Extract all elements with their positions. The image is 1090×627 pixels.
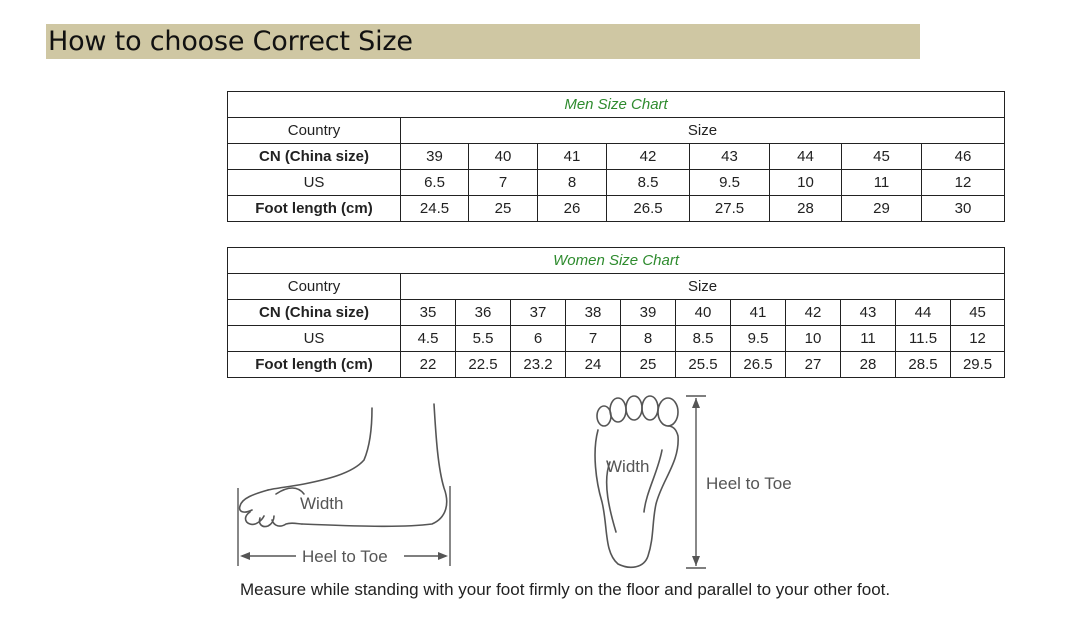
top-length-label: Heel to Toe <box>706 474 792 493</box>
men-size-table <box>227 91 1005 222</box>
table-cell: 22.5 <box>456 352 511 378</box>
arrow-up-icon <box>692 398 700 408</box>
page-title: How to choose Correct Size <box>48 26 413 57</box>
table-row <box>228 300 1005 326</box>
table-cell: 25 <box>621 352 676 378</box>
table-cell: 7 <box>566 326 621 352</box>
table-cell: 29.5 <box>951 352 1005 378</box>
table-cell: 11.5 <box>896 326 951 352</box>
table-row <box>228 144 1005 170</box>
table-cell: 42 <box>786 300 841 326</box>
table-cell: 8.5 <box>607 170 690 196</box>
table-cell: 44 <box>896 300 951 326</box>
table-cell: 28.5 <box>896 352 951 378</box>
row-label: Foot length (cm) <box>228 196 401 222</box>
table-cell: 40 <box>469 144 538 170</box>
table-cell: 42 <box>607 144 690 170</box>
table-cell: 43 <box>690 144 770 170</box>
table-cell: 25.5 <box>676 352 731 378</box>
table-cell: 27.5 <box>690 196 770 222</box>
measurement-note: Measure while standing with your foot firmly on the floor and parallel to your other foot. <box>240 580 891 599</box>
table-cell: 7 <box>469 170 538 196</box>
table-cell: 43 <box>841 300 896 326</box>
row-label: CN (China size) <box>228 144 401 170</box>
table-cell: 12 <box>922 170 1005 196</box>
row-label: US <box>228 326 401 352</box>
table-cell: 8 <box>621 326 676 352</box>
table-cell: 11 <box>841 326 896 352</box>
table-cell: 40 <box>676 300 731 326</box>
table-cell: 37 <box>511 300 566 326</box>
table-cell: 24.5 <box>401 196 469 222</box>
table-cell: 10 <box>786 326 841 352</box>
country-header: Country <box>228 274 401 300</box>
table-cell: 10 <box>770 170 842 196</box>
table-cell: 45 <box>842 144 922 170</box>
men-chart-title: Men Size Chart <box>228 92 1005 118</box>
country-header: Country <box>228 118 401 144</box>
side-length-label: Heel to Toe <box>302 547 388 566</box>
table-cell: 23.2 <box>511 352 566 378</box>
table-cell: 12 <box>951 326 1005 352</box>
table-cell: 28 <box>841 352 896 378</box>
table-cell: 4.5 <box>401 326 456 352</box>
table-cell: 30 <box>922 196 1005 222</box>
table-cell: 39 <box>621 300 676 326</box>
arrow-left-icon <box>240 552 250 560</box>
row-label: Foot length (cm) <box>228 352 401 378</box>
row-label: US <box>228 170 401 196</box>
table-cell: 9.5 <box>731 326 786 352</box>
table-cell: 44 <box>770 144 842 170</box>
table-cell: 8 <box>538 170 607 196</box>
table-cell: 22 <box>401 352 456 378</box>
table-row <box>228 326 1005 352</box>
table-cell: 26.5 <box>731 352 786 378</box>
table-row <box>228 196 1005 222</box>
table-cell: 26 <box>538 196 607 222</box>
row-label: CN (China size) <box>228 300 401 326</box>
table-cell: 46 <box>922 144 1005 170</box>
table-cell: 28 <box>770 196 842 222</box>
table-cell: 25 <box>469 196 538 222</box>
title-banner <box>46 24 920 59</box>
table-cell: 38 <box>566 300 621 326</box>
table-row <box>228 352 1005 378</box>
table-cell: 45 <box>951 300 1005 326</box>
table-cell: 6 <box>511 326 566 352</box>
table-cell: 36 <box>456 300 511 326</box>
table-row <box>228 170 1005 196</box>
women-size-table <box>227 247 1005 378</box>
arrow-right-icon <box>438 552 448 560</box>
table-cell: 27 <box>786 352 841 378</box>
size-header: Size <box>401 274 1005 300</box>
size-header: Size <box>401 118 1005 144</box>
table-cell: 8.5 <box>676 326 731 352</box>
side-width-label: Width <box>300 494 344 513</box>
table-cell: 11 <box>842 170 922 196</box>
table-cell: 5.5 <box>456 326 511 352</box>
top-width-label: Width <box>606 457 650 476</box>
table-cell: 6.5 <box>401 170 469 196</box>
table-cell: 39 <box>401 144 469 170</box>
arrow-down-icon <box>692 556 700 566</box>
table-cell: 35 <box>401 300 456 326</box>
women-chart-title: Women Size Chart <box>228 248 1005 274</box>
table-cell: 24 <box>566 352 621 378</box>
table-cell: 41 <box>538 144 607 170</box>
table-cell: 26.5 <box>607 196 690 222</box>
table-cell: 9.5 <box>690 170 770 196</box>
table-cell: 41 <box>731 300 786 326</box>
table-cell: 29 <box>842 196 922 222</box>
